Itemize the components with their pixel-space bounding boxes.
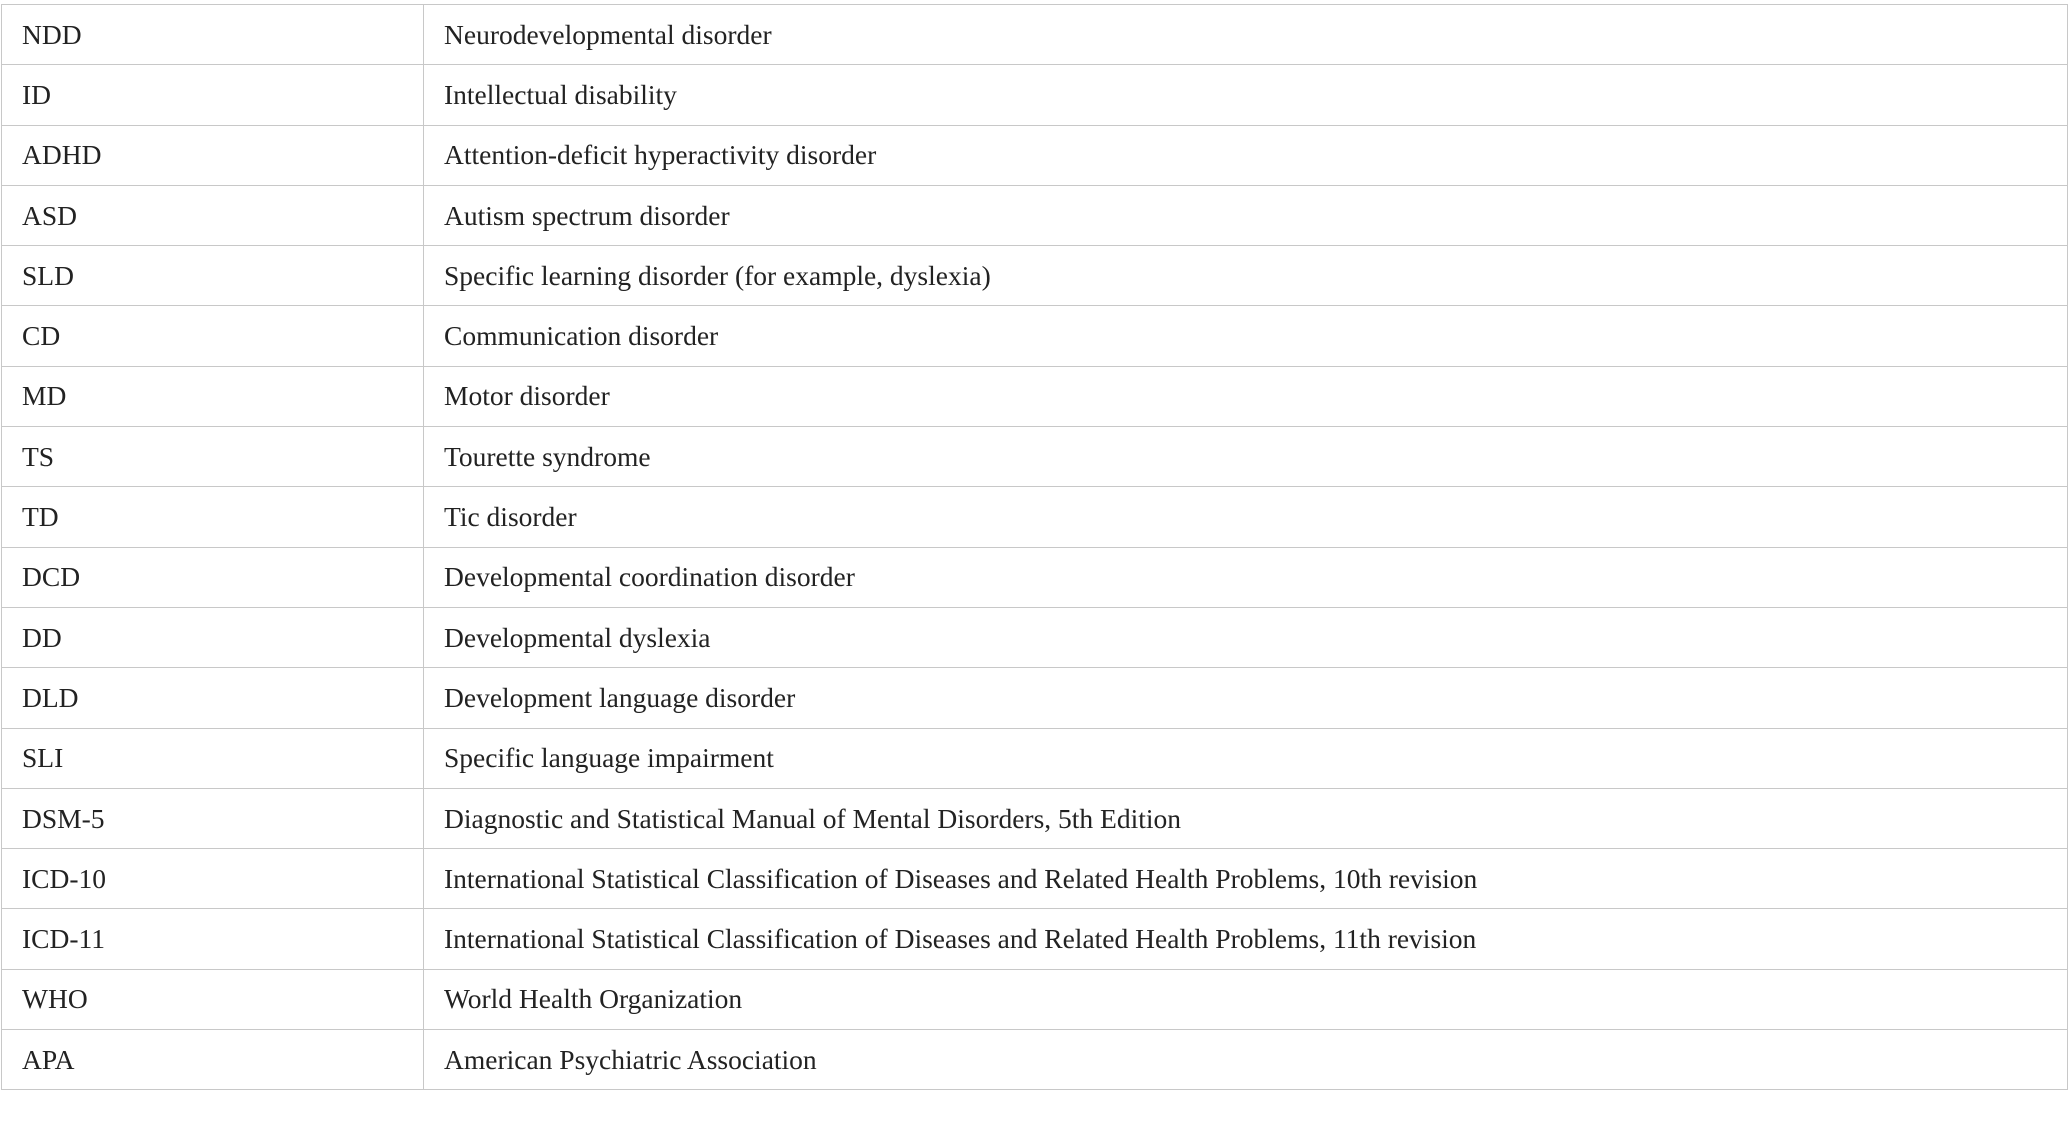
abbreviation-cell: SLD <box>2 246 424 306</box>
definition-cell: Tourette syndrome <box>424 427 2068 487</box>
definition-cell: Developmental coordination disorder <box>424 547 2068 607</box>
table-row <box>2 185 2068 245</box>
abbreviation-cell: TS <box>2 427 424 487</box>
table-row <box>2 65 2068 125</box>
table-row <box>2 306 2068 366</box>
definition-cell: Development language disorder <box>424 668 2068 728</box>
table-row <box>2 728 2068 788</box>
definition-cell: Attention-deficit hyperactivity disorder <box>424 125 2068 185</box>
definition-cell: Motor disorder <box>424 366 2068 426</box>
definition-cell: Specific language impairment <box>424 728 2068 788</box>
table-row <box>2 547 2068 607</box>
abbreviation-cell: MD <box>2 366 424 426</box>
abbreviation-cell: ID <box>2 65 424 125</box>
abbreviation-cell: DCD <box>2 547 424 607</box>
abbreviation-cell: ICD-11 <box>2 909 424 969</box>
table-row <box>2 909 2068 969</box>
abbreviations-table <box>1 4 2068 1090</box>
abbreviation-cell: DSM-5 <box>2 788 424 848</box>
abbreviations-table-body <box>2 5 2068 1090</box>
definition-cell: International Statistical Classification of Diseases and Related Health Problems, 11th revision <box>424 909 2068 969</box>
definition-cell: Specific learning disorder (for example, dyslexia) <box>424 246 2068 306</box>
abbreviation-cell: APA <box>2 1030 424 1090</box>
table-row <box>2 607 2068 667</box>
abbreviation-cell: DD <box>2 607 424 667</box>
table-row <box>2 1030 2068 1090</box>
table-row <box>2 246 2068 306</box>
abbreviation-cell: DLD <box>2 668 424 728</box>
table-row <box>2 487 2068 547</box>
table-row <box>2 427 2068 487</box>
abbreviation-cell: NDD <box>2 5 424 65</box>
table-row <box>2 125 2068 185</box>
definition-cell: Autism spectrum disorder <box>424 185 2068 245</box>
table-row <box>2 788 2068 848</box>
abbreviation-cell: CD <box>2 306 424 366</box>
definition-cell: Neurodevelopmental disorder <box>424 5 2068 65</box>
abbreviation-cell: TD <box>2 487 424 547</box>
abbreviation-cell: WHO <box>2 969 424 1029</box>
table-row <box>2 366 2068 426</box>
definition-cell: Diagnostic and Statistical Manual of Mental Disorders, 5th Edition <box>424 788 2068 848</box>
abbreviation-cell: ASD <box>2 185 424 245</box>
definition-cell: World Health Organization <box>424 969 2068 1029</box>
definition-cell: Tic disorder <box>424 487 2068 547</box>
definition-cell: Developmental dyslexia <box>424 607 2068 667</box>
table-row <box>2 969 2068 1029</box>
table-row <box>2 5 2068 65</box>
abbreviation-cell: SLI <box>2 728 424 788</box>
definition-cell: Intellectual disability <box>424 65 2068 125</box>
abbreviation-cell: ICD-10 <box>2 849 424 909</box>
definition-cell: American Psychiatric Association <box>424 1030 2068 1090</box>
definition-cell: Communication disorder <box>424 306 2068 366</box>
abbreviation-cell: ADHD <box>2 125 424 185</box>
table-row <box>2 668 2068 728</box>
definition-cell: International Statistical Classification of Diseases and Related Health Problems, 10th revision <box>424 849 2068 909</box>
table-row <box>2 849 2068 909</box>
